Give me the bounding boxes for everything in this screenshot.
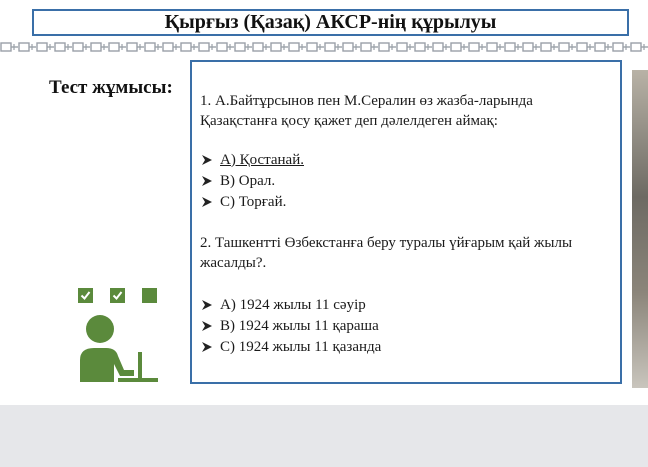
question-2-options xyxy=(200,294,381,357)
option-label: А) Қостанай. xyxy=(220,151,304,168)
checkbox-icon xyxy=(142,288,157,303)
arrow-bullet-icon xyxy=(200,340,214,354)
checkbox-icon xyxy=(78,288,93,303)
question-1-options xyxy=(200,149,304,212)
question-1-text: 1. А.Байтұрсынов пен М.Сералин өз жазба-ларында Қазақстанға қосу қажет деп дәлелдеген аймақ: xyxy=(200,93,533,129)
arrow-bullet-icon xyxy=(200,298,214,312)
person-at-laptop-icon xyxy=(72,312,162,384)
side-image-strip xyxy=(632,70,648,388)
option-label: С) Торғай. xyxy=(220,193,287,210)
option-item[interactable] xyxy=(200,315,381,336)
decorative-divider xyxy=(0,41,648,53)
arrow-bullet-icon xyxy=(200,319,214,333)
option-item[interactable] xyxy=(200,149,304,170)
option-item[interactable] xyxy=(200,170,304,191)
option-label: А) 1924 жылы 11 сәуір xyxy=(220,296,366,313)
option-item[interactable] xyxy=(200,191,304,212)
checkbox-icon xyxy=(110,288,125,303)
option-label: С) 1924 жылы 11 қазанда xyxy=(220,338,382,355)
option-item[interactable] xyxy=(200,336,381,357)
arrow-bullet-icon xyxy=(200,153,214,167)
question-2-text: 2. Ташкентті Өзбекстанға беру туралы үйғарым қай жылы жасалды?. xyxy=(200,235,573,271)
arrow-bullet-icon xyxy=(200,195,214,209)
option-item[interactable] xyxy=(200,294,381,315)
arrow-bullet-icon xyxy=(200,174,214,188)
test-label: Тест жұмысы: xyxy=(49,77,173,98)
option-label: В) 1924 жылы 11 қараша xyxy=(220,317,379,334)
screen-footer-area xyxy=(0,405,648,467)
test-illustration xyxy=(72,288,162,386)
option-label: В) Орал. xyxy=(220,172,276,189)
questions-box xyxy=(190,60,622,384)
slide-title: Қырғыз (Қазақ) АКСР-нің құрылуы xyxy=(32,9,629,36)
